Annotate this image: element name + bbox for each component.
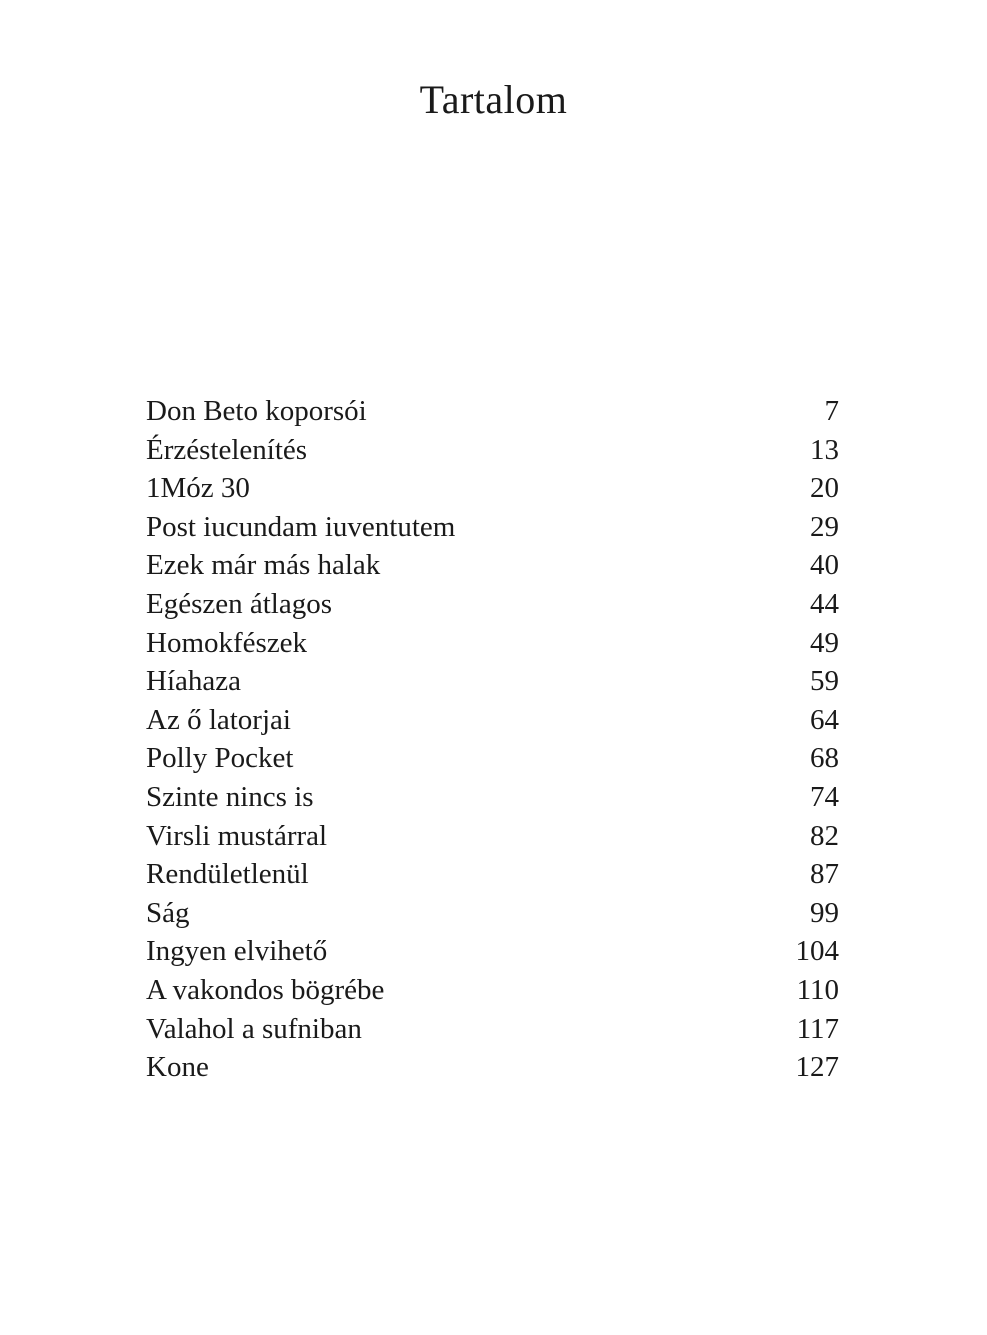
toc-entry-page: 87 <box>810 858 839 891</box>
toc-entry-page: 49 <box>810 626 839 659</box>
page-title: Tartalom <box>419 77 568 122</box>
toc-entry[interactable] <box>146 431 839 470</box>
toc-entry-page: 110 <box>796 973 839 1006</box>
toc-entry-page: 68 <box>810 742 839 775</box>
toc-entry[interactable] <box>146 469 839 508</box>
toc-entry[interactable] <box>146 585 839 624</box>
toc-entry[interactable] <box>146 778 839 817</box>
toc-entry[interactable] <box>146 662 839 701</box>
toc-entry-title: Egészen átlagos <box>146 587 333 620</box>
toc-entry[interactable] <box>146 739 839 778</box>
toc-entry-title: A vakondos bögrébe <box>146 973 385 1006</box>
toc-entry[interactable] <box>146 701 839 740</box>
toc-entry-title: Ingyen elvihető <box>146 935 328 968</box>
toc-entry-page: 29 <box>810 510 839 543</box>
toc-entry-page: 99 <box>810 896 839 929</box>
toc-entry-title: 1Móz 30 <box>146 472 250 505</box>
toc-entry-title: Ság <box>146 896 190 929</box>
toc-entry-title: Homokfészek <box>146 626 308 659</box>
toc-entry-page: 64 <box>810 703 839 736</box>
toc-entry[interactable] <box>146 817 839 856</box>
toc-entry[interactable] <box>146 971 839 1010</box>
toc-entry-title: Szinte nincs is <box>146 780 314 813</box>
toc-entry-title: Kone <box>146 1051 209 1084</box>
toc-entry[interactable] <box>146 546 839 585</box>
toc-entry-title: Post iucundam iuventutem <box>146 510 456 543</box>
toc-entry-title: Valahol a sufniban <box>146 1012 362 1045</box>
toc-entry-page: 117 <box>796 1012 839 1045</box>
toc-entry-title: Polly Pocket <box>146 742 294 775</box>
toc-entry-page: 82 <box>810 819 839 852</box>
toc-entry-title: Don Beto koporsói <box>146 395 367 427</box>
toc-entry[interactable] <box>146 392 839 431</box>
toc-entry-title: Virsli mustárral <box>146 819 328 852</box>
toc-entry[interactable] <box>146 624 839 663</box>
toc-entry[interactable] <box>146 1048 839 1087</box>
toc-entry[interactable] <box>146 1010 839 1049</box>
toc-entry-title: Az ő latorjai <box>146 703 291 736</box>
toc-entry-page: 59 <box>810 665 839 698</box>
toc-entry-title: Ezek már más halak <box>146 549 381 582</box>
toc-entry[interactable] <box>146 508 839 547</box>
toc-entry-page: 44 <box>810 587 839 620</box>
toc-entry[interactable] <box>146 855 839 894</box>
toc-entry-page: 13 <box>810 433 839 466</box>
toc-entry-page: 40 <box>810 549 839 582</box>
toc-entry-title: Híahaza <box>146 665 241 698</box>
toc-entry-page: 104 <box>795 935 839 968</box>
toc-entry-page: 127 <box>795 1051 839 1084</box>
toc-entry[interactable] <box>146 932 839 971</box>
toc-entry[interactable] <box>146 894 839 933</box>
toc-entry-page: 7 <box>824 395 839 427</box>
toc-entry-title: Érzéstelenítés <box>146 433 308 466</box>
toc-entry-page: 74 <box>810 780 839 813</box>
toc-entry-title: Rendületlenül <box>146 858 309 891</box>
table-of-contents <box>146 392 839 1087</box>
toc-entry-page: 20 <box>810 472 839 505</box>
